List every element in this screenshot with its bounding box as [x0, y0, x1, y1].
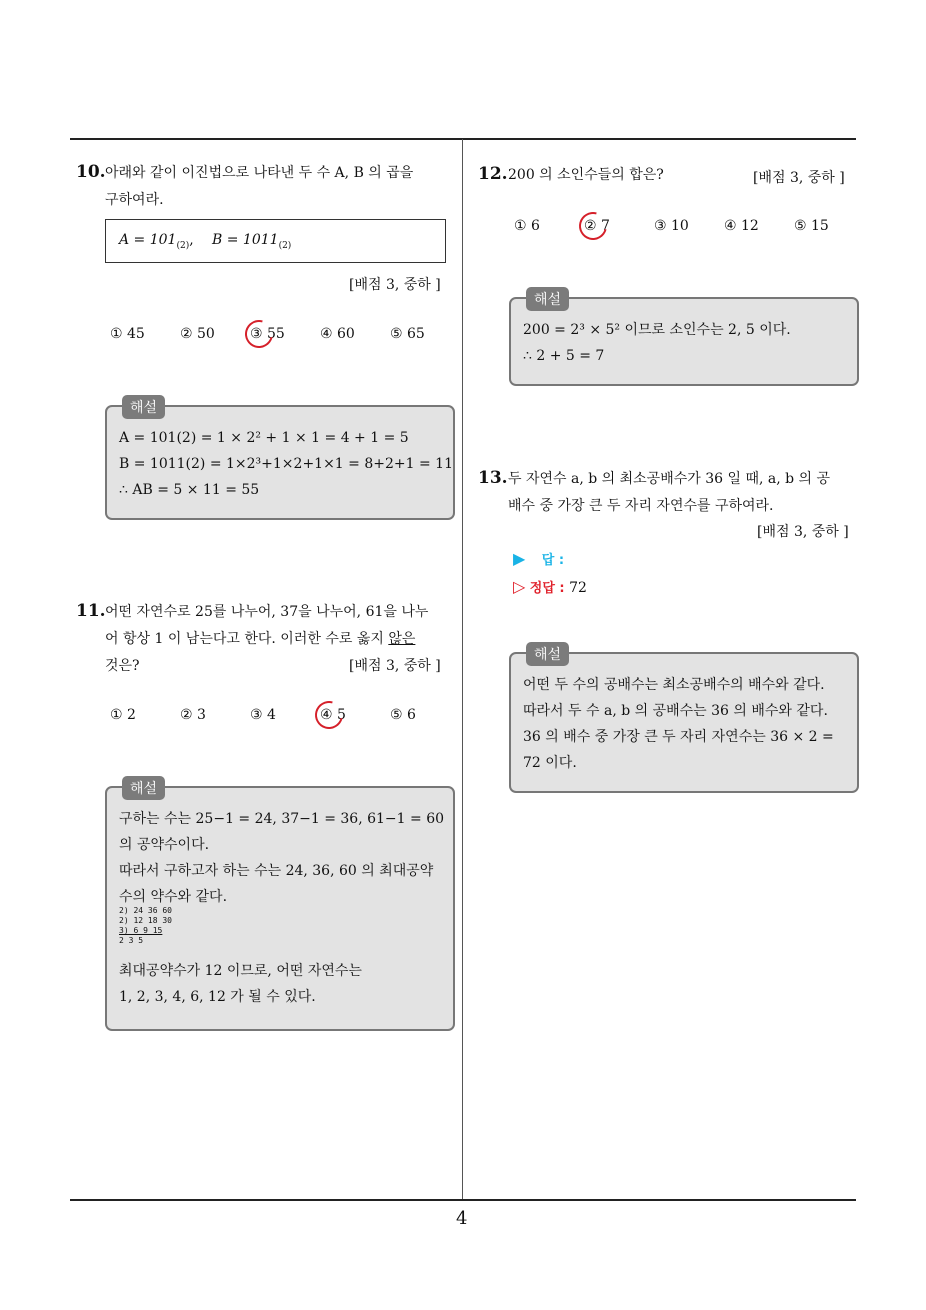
choice-4[interactable]: ④ 5 [320, 707, 346, 723]
points-difficulty: [배점 3, 중하 ] [757, 524, 849, 540]
bottom-rule [70, 1199, 856, 1201]
choice-5[interactable]: ⑤ 65 [390, 326, 425, 342]
choice-5[interactable]: ⑤ 6 [390, 707, 416, 723]
solution-tag: 해설 [122, 776, 165, 800]
solution-text: 어떤 두 수의 공배수는 최소공배수의 배수와 같다. 따라서 두 수 a, b 의 공배수는 36 의 배수와 같다. 36 의 배수 중 가장 큰 두 자리 자연수는 36 × 2 = 72 이다. [523, 677, 834, 771]
solution-box [509, 292, 859, 386]
choice-1[interactable]: ① 2 [110, 707, 136, 723]
page-number: 4 [456, 1208, 468, 1229]
question-number: 13. [478, 468, 508, 488]
given-values-box: $A = 101_{(2)}$, $B = 1011_{(2)}$ [105, 219, 446, 263]
choice-2[interactable]: ② 7 [584, 218, 610, 234]
value-a: A = 101 [119, 232, 177, 248]
choice-2[interactable]: ② 3 [180, 707, 206, 723]
choice-1[interactable]: ① 6 [514, 218, 540, 234]
solution-tag: 해설 [526, 287, 569, 311]
choice-5[interactable]: ⑤ 15 [794, 218, 829, 234]
solution-tag: 해설 [526, 642, 569, 666]
answer-mark-circle [240, 315, 278, 353]
question-text: 200 의 소인수들의 합은? [508, 167, 664, 183]
choice-4[interactable]: ④ 60 [320, 326, 355, 342]
choice-3[interactable]: ③ 4 [250, 707, 276, 723]
question-number: 10. [76, 162, 106, 182]
answer-line[interactable] [513, 549, 564, 568]
top-rule [70, 138, 856, 140]
value-b: B = 1011 [212, 232, 279, 248]
correct-answer-value: 72 [569, 580, 587, 596]
solution-text-conclusion: 최대공약수가 12 이므로, 어떤 자연수는 1, 2, 3, 4, 6, 12 가 될 수 있다. [119, 963, 362, 1005]
solution-text: A = 101(2) = 1 × 2² + 1 × 1 = 4 + 1 = 5 B = 1011(2) = 1×2³+1×2+1×1 = 8+2+1 = 11 ∴ AB = 5 × 11 = 55 [119, 430, 453, 498]
choice-3[interactable]: ③ 55 [250, 326, 285, 342]
solution-box [105, 400, 455, 520]
correct-answer-label: 정답 : [529, 581, 565, 596]
outline-triangle-icon: ▷ [513, 577, 526, 596]
solution-text: 구하는 수는 25−1 = 24, 37−1 = 36, 61−1 = 60 의 공약수이다. 따라서 구하고자 하는 수는 24, 36, 60 의 최대공약 수의 약수와 같다. [119, 811, 445, 905]
solution-box [509, 647, 859, 793]
points-difficulty: [배점 3, 중하 ] [349, 658, 441, 674]
solution-tag: 해설 [122, 395, 165, 419]
answer-mark-circle [574, 207, 612, 245]
choice-1[interactable]: ① 45 [110, 326, 145, 342]
play-triangle-icon: ▶ [513, 549, 526, 568]
question-text: 어떤 자연수로 25를 나누어, 37을 나누어, 61을 나누 어 항상 1 이 남는다고 한다. 이러한 수로 옳지 않은 것은? [105, 604, 429, 674]
division-ladder: 2) 24 36 60 2) 12 18 30 3) 6 9 15 2 3 5 [119, 906, 172, 945]
solution-box [105, 781, 455, 1031]
question-text: 두 자연수 a, b 의 최소공배수가 36 일 때, a, b 의 공 배수 중 가장 큰 두 자리 자연수를 구하여라. [508, 471, 831, 514]
answer-mark-circle [310, 696, 348, 734]
choice-3[interactable]: ③ 10 [654, 218, 689, 234]
question-number: 12. [478, 164, 508, 184]
solution-text: 200 = 2³ × 5² 이므로 소인수는 2, 5 이다. ∴ 2 + 5 = 7 [523, 322, 791, 364]
choice-4[interactable]: ④ 12 [724, 218, 759, 234]
answer-label: 답 : [541, 553, 565, 568]
column-divider [462, 139, 463, 1201]
question-text: 아래와 같이 이진법으로 나타낸 두 수 A, B 의 곱을 구하여라. [105, 165, 414, 208]
correct-answer-line [513, 577, 587, 596]
question-number: 11. [76, 601, 106, 621]
points-difficulty: [배점 3, 중하 ] [349, 277, 441, 293]
choice-2[interactable]: ② 50 [180, 326, 215, 342]
points-difficulty: [배점 3, 중하 ] [753, 170, 845, 186]
